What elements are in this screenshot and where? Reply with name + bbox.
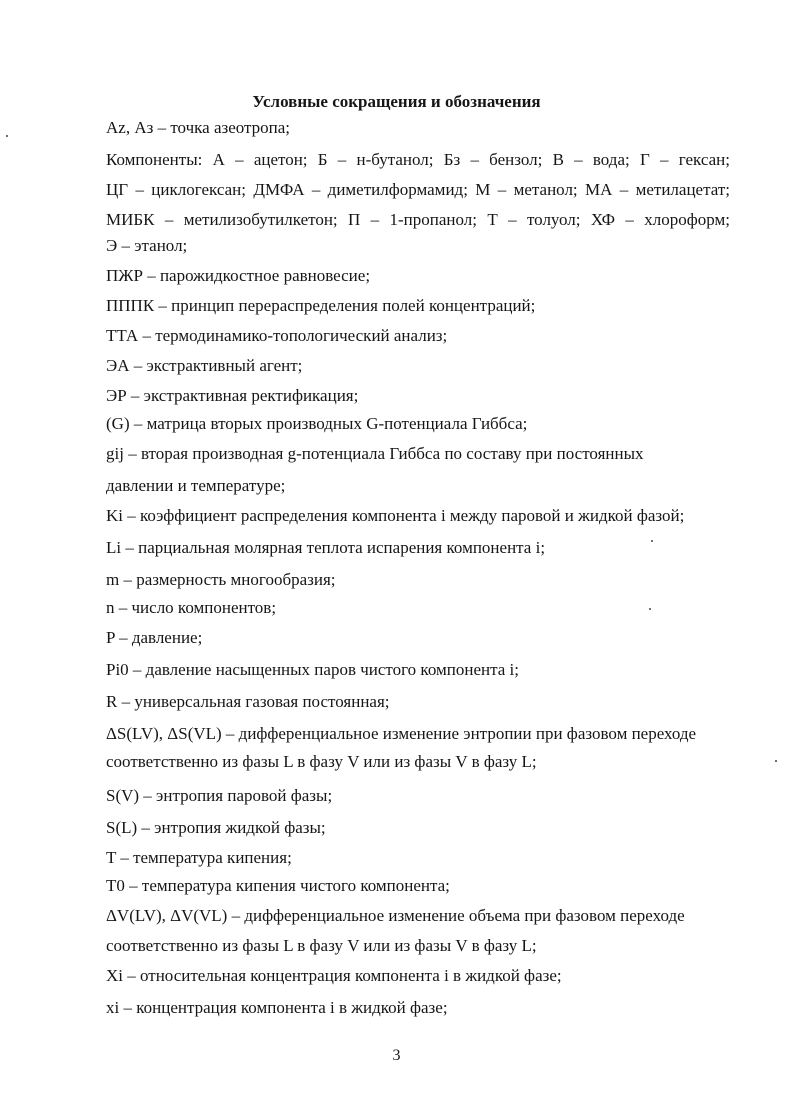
scan-speck xyxy=(775,760,777,762)
line-22: соответственно из фазы L в фазу V или из фазы V в фазу L; xyxy=(106,752,537,771)
line-15: Li – парциальная молярная теплота испарения компонента i; xyxy=(106,538,546,557)
line-14: Ki – коэффициент распределения компонента i между паровой и жидкой фазой; xyxy=(106,506,685,525)
line-6: ПЖР – парожидкостное равновесие; xyxy=(106,266,371,285)
page-title: Условные сокращения и обозначения xyxy=(252,92,541,111)
page-number: 3 xyxy=(392,1047,401,1064)
line-4: МИБК – метилизобутилкетон; П – 1-пропанол; Т – толуол; ХФ – хлороформ; xyxy=(106,210,730,229)
line-2: Компоненты: А – ацетон; Б – н-бутанол; Бз – бензол; В – вода; Г – гексан; xyxy=(106,150,730,169)
line-29: Xi – относительная концентрация компонента i в жидкой фазе; xyxy=(106,966,562,985)
line-27: ΔV(LV), ΔV(VL) – дифференциальное изменение объема при фазовом переходе xyxy=(106,906,685,925)
line-12: gij – вторая производная g-потенциала Гиббса по составу при постоянных xyxy=(106,444,644,463)
line-20: R – универсальная газовая постоянная; xyxy=(106,692,390,711)
line-9: ЭА – экстрактивный агент; xyxy=(106,356,303,375)
line-8: ТТА – термодинамико-топологический анализ; xyxy=(106,326,448,345)
line-19: Pi0 – давление насыщенных паров чистого компонента i; xyxy=(106,660,519,679)
scan-speck xyxy=(6,135,8,137)
line-16: m – размерность многообразия; xyxy=(106,570,336,589)
line-18: P – давление; xyxy=(106,628,203,647)
line-11: (G) – матрица вторых производных G-потенциала Гиббса; xyxy=(106,414,528,433)
line-1: Az, Аз – точка азеотропа; xyxy=(106,118,291,137)
line-25: T – температура кипения; xyxy=(106,848,292,867)
line-5: Э – этанол; xyxy=(106,236,188,255)
line-23: S(V) – энтропия паровой фазы; xyxy=(106,786,333,805)
line-28: соответственно из фазы L в фазу V или из фазы V в фазу L; xyxy=(106,936,537,955)
scan-speck xyxy=(649,608,651,610)
line-13: давлении и температуре; xyxy=(106,476,286,495)
line-21: ΔS(LV), ΔS(VL) – дифференциальное изменение энтропии при фазовом переходе xyxy=(106,724,697,743)
line-30: xi – концентрация компонента i в жидкой фазе; xyxy=(106,998,448,1017)
line-7: ПППК – принцип перераспределения полей концентраций; xyxy=(106,296,536,315)
line-26: T0 – температура кипения чистого компонента; xyxy=(106,876,450,895)
line-3: ЦГ – циклогексан; ДМФА – диметилформамид; М – метанол; МА – метилацетат; xyxy=(106,180,730,199)
line-24: S(L) – энтропия жидкой фазы; xyxy=(106,818,326,837)
line-17: n – число компонентов; xyxy=(106,598,277,617)
scan-speck xyxy=(651,540,653,542)
line-10: ЭР – экстрактивная ректификация; xyxy=(106,386,359,405)
